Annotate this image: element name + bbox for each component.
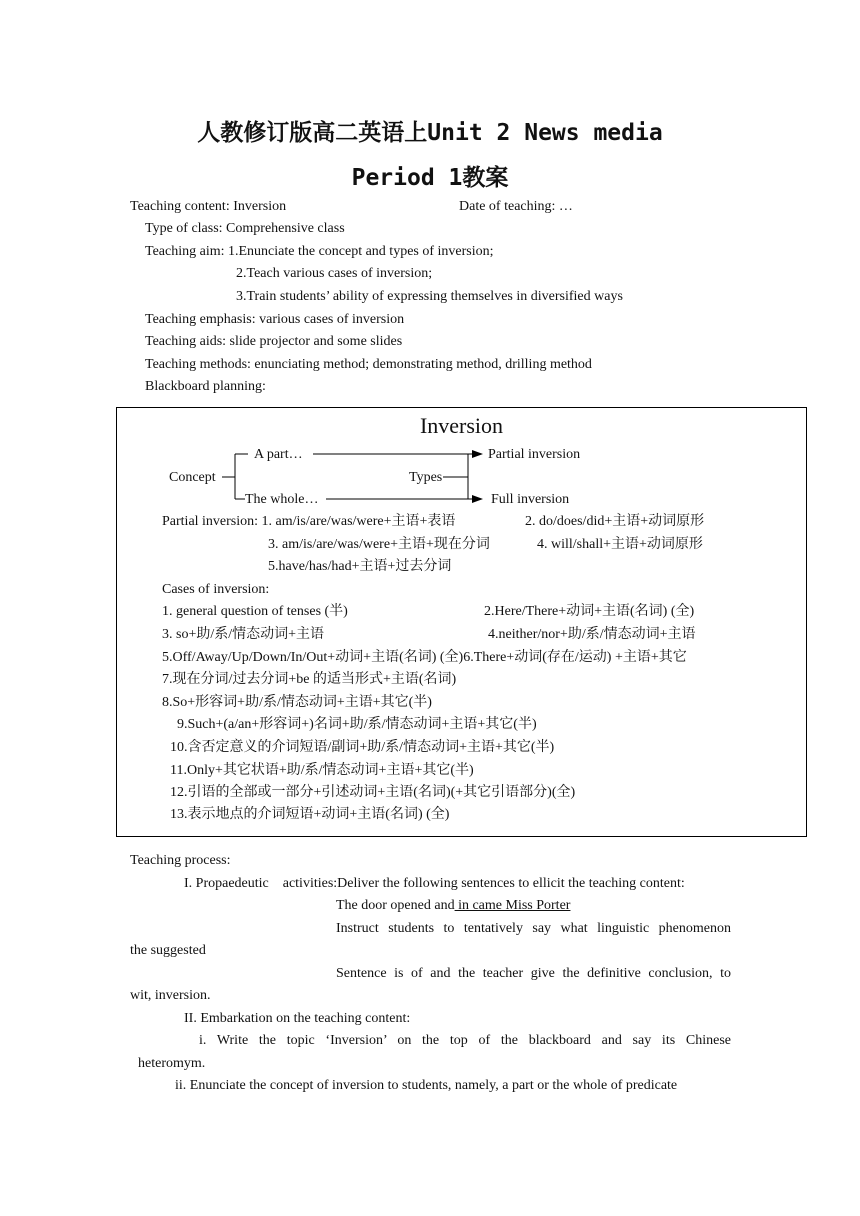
- document-title: 人教修订版高二英语上Unit 2 News media: [197, 120, 663, 146]
- step-ii-i-line-2: heteromym.: [138, 1056, 206, 1071]
- cases-label: Cases of inversion:: [162, 582, 270, 597]
- case-9: 9.Such+(a/an+形容词+)名词+助/系/情态动词+主语+其它(半): [177, 717, 537, 732]
- case-11: 11.Only+其它状语+助/系/情态动词+主语+其它(半): [170, 763, 474, 778]
- a-part-label: A part…: [254, 447, 303, 462]
- concept-label: Concept: [169, 470, 216, 485]
- case-5-6: 5.Off/Away/Up/Down/In/Out+动词+主语(名词) (全)6.There+动词(存在/运动) +主语+其它: [162, 650, 687, 665]
- instruct-line-1: Instruct students to tentatively say what linguistic phenomenon: [336, 921, 731, 936]
- partial-inversion-2: 2. do/does/did+主语+动词原形: [525, 514, 705, 529]
- case-10: 10.含否定意义的介词短语/副词+助/系/情态动词+主语+其它(半): [170, 740, 555, 755]
- partial-inversion-label: Partial inversion: [488, 447, 581, 462]
- conclusion-line-2: wit, inversion.: [130, 988, 211, 1003]
- document-subtitle: Period 1教案: [351, 165, 509, 191]
- teaching-aids: Teaching aids: slide projector and some slides: [145, 334, 403, 349]
- teaching-content: Teaching content: Inversion: [130, 199, 287, 214]
- board-title: Inversion: [419, 413, 504, 438]
- process-step-ii: II. Embarkation on the teaching content:: [184, 1011, 411, 1026]
- case-7: 7.现在分词/过去分词+be 的适当形式+主语(名词): [162, 672, 457, 687]
- blackboard-box: [116, 407, 807, 837]
- partial-inversion-5: 5.have/has/had+主语+过去分词: [268, 559, 452, 574]
- step-ii-i-line-1: i. Write the topic ‘Inversion’ on the top of the blackboard and say its Chinese: [199, 1033, 731, 1048]
- teaching-methods: Teaching methods: enunciating method; demonstrating method, drilling method: [145, 357, 592, 372]
- teaching-process-label: Teaching process:: [130, 853, 231, 868]
- example-sentence-inverted: in came Miss Porter: [454, 898, 571, 913]
- case-3: 3. so+助/系/情态动词+主语: [162, 627, 325, 642]
- partial-inversion-3: 3. am/is/are/was/were+主语+现在分词: [268, 537, 490, 552]
- teaching-aim-2: 2.Teach various cases of inversion;: [236, 266, 433, 281]
- case-4: 4.neither/nor+助/系/情态动词+主语: [488, 627, 696, 642]
- types-label: Types: [409, 470, 443, 485]
- type-of-class: Type of class: Comprehensive class: [145, 221, 345, 236]
- case-12: 12.引语的全部或一部分+引述动词+主语(名词)(+其它引语部分)(全): [170, 785, 576, 800]
- example-sentence: [336, 897, 570, 915]
- teaching-aim-1: Teaching aim: 1.Enunciate the concept and types of inversion;: [145, 244, 494, 259]
- case-1: 1. general question of tenses (半): [162, 604, 348, 619]
- case-8: 8.So+形容词+助/系/情态动词+主语+其它(半): [162, 695, 432, 710]
- partial-inversion-1: Partial inversion: 1. am/is/are/was/were+主语+表语: [162, 514, 456, 529]
- process-step-i: I. Propaedeutic activities:Deliver the following sentences to ellicit the teaching content:: [184, 876, 685, 891]
- step-ii-ii-line: ii. Enunciate the concept of inversion to students, namely, a part or the whole of predicate: [175, 1078, 678, 1093]
- partial-inversion-4: 4. will/shall+主语+动词原形: [537, 537, 703, 552]
- teaching-aim-3: 3.Train students’ ability of expressing themselves in diversified ways: [236, 289, 623, 304]
- instruct-line-2: the suggested: [130, 943, 206, 958]
- example-sentence-start: The door opened and: [336, 898, 455, 913]
- teaching-emphasis: Teaching emphasis: various cases of inversion: [145, 312, 405, 327]
- the-whole-label: The whole…: [245, 492, 319, 507]
- full-inversion-label: Full inversion: [491, 492, 570, 507]
- conclusion-line-1: Sentence is of and the teacher give the definitive conclusion, to: [336, 966, 731, 981]
- blackboard-planning-label: Blackboard planning:: [145, 379, 266, 394]
- case-13: 13.表示地点的介词短语+动词+主语(名词) (全): [170, 807, 450, 822]
- date-of-teaching: Date of teaching: …: [459, 199, 573, 214]
- case-2: 2.Here/There+动词+主语(名词) (全): [484, 604, 695, 619]
